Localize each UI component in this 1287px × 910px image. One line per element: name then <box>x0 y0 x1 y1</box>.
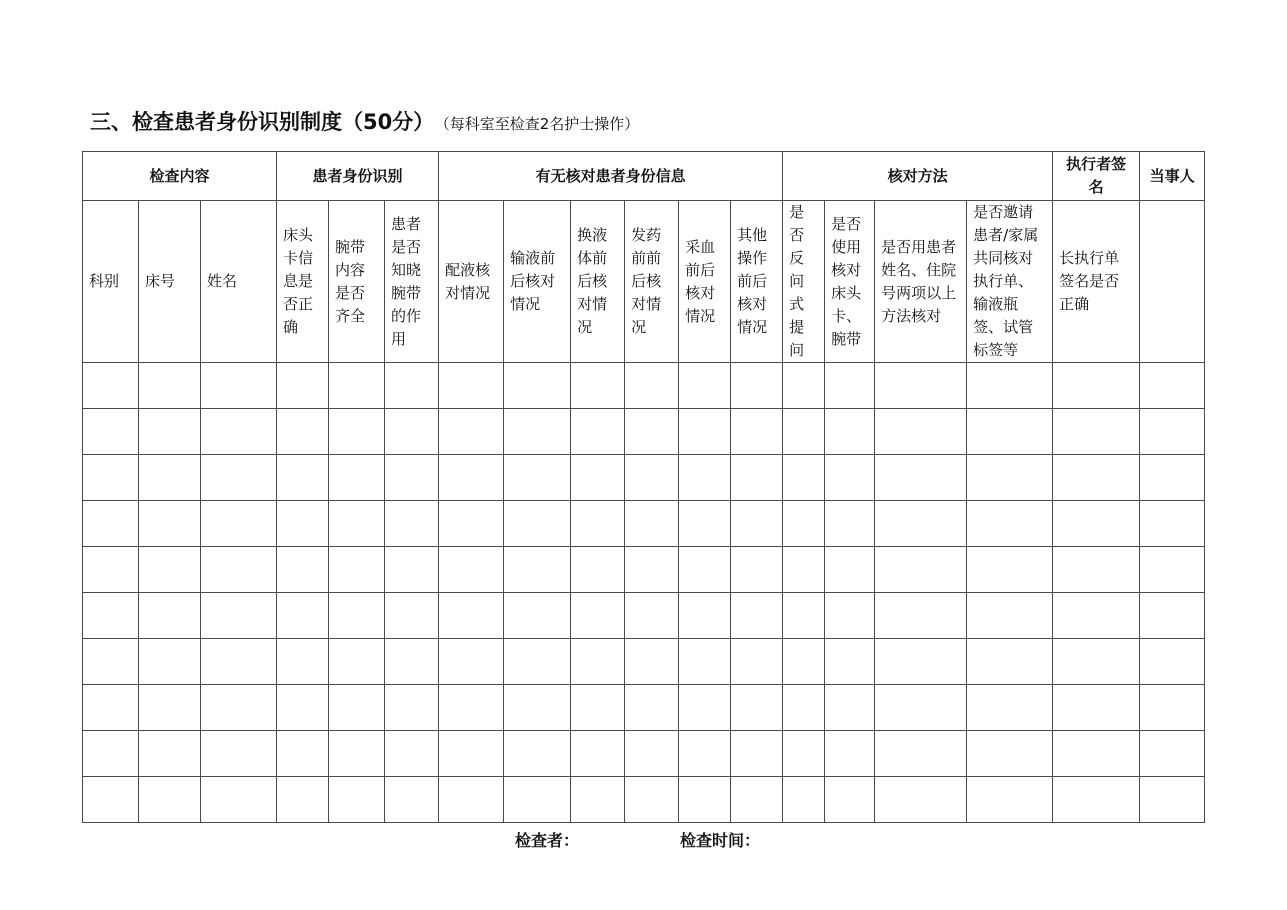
table-cell[interactable] <box>504 409 571 455</box>
table-cell[interactable] <box>329 639 385 685</box>
table-cell[interactable] <box>201 409 277 455</box>
inspection-table <box>82 151 1205 823</box>
table-cell[interactable] <box>625 501 679 547</box>
table-cell[interactable] <box>783 731 825 777</box>
table-row <box>83 777 1205 823</box>
table-cell[interactable] <box>875 501 967 547</box>
table-cell[interactable] <box>731 685 783 731</box>
table-cell[interactable] <box>504 777 571 823</box>
table-cell[interactable] <box>504 685 571 731</box>
table-cell[interactable] <box>731 455 783 501</box>
column-header-row <box>83 201 1205 363</box>
table-cell[interactable] <box>967 409 1053 455</box>
checker-label: 检查者： <box>515 831 580 850</box>
group-identity-verification: 有无核对患者身份信息 <box>439 152 783 201</box>
table-cell[interactable] <box>625 593 679 639</box>
table-cell[interactable] <box>277 455 329 501</box>
table-cell[interactable] <box>625 777 679 823</box>
table-cell[interactable] <box>329 593 385 639</box>
table-cell[interactable] <box>967 455 1053 501</box>
table-cell[interactable] <box>825 455 875 501</box>
table-cell[interactable] <box>277 685 329 731</box>
table-cell[interactable] <box>783 547 825 593</box>
table-cell[interactable] <box>385 409 439 455</box>
table-cell[interactable] <box>439 501 504 547</box>
table-cell[interactable] <box>783 501 825 547</box>
table-cell[interactable] <box>439 455 504 501</box>
table-cell[interactable] <box>625 731 679 777</box>
group-party-concerned: 当事人 <box>1140 152 1205 201</box>
table-cell[interactable] <box>201 731 277 777</box>
col-dispensing-check: 配液核对情况 <box>439 201 504 363</box>
table-cell[interactable] <box>783 409 825 455</box>
table-cell[interactable] <box>625 409 679 455</box>
table-cell[interactable] <box>571 593 625 639</box>
table-cell[interactable] <box>571 777 625 823</box>
table-cell[interactable] <box>679 731 731 777</box>
table-cell[interactable] <box>439 409 504 455</box>
table-cell[interactable] <box>504 547 571 593</box>
table-row <box>83 639 1205 685</box>
table-cell[interactable] <box>83 639 139 685</box>
group-executor-signature: 执行者签名 <box>1053 152 1140 201</box>
col-infusion-check: 输液前后核对情况 <box>504 201 571 363</box>
table-cell[interactable] <box>329 731 385 777</box>
table-cell[interactable] <box>875 777 967 823</box>
table-cell[interactable] <box>783 593 825 639</box>
table-cell[interactable] <box>783 639 825 685</box>
table-cell[interactable] <box>731 409 783 455</box>
table-cell[interactable] <box>201 501 277 547</box>
table-cell[interactable] <box>385 593 439 639</box>
table-cell[interactable] <box>439 731 504 777</box>
table-cell[interactable] <box>1053 547 1140 593</box>
table-cell[interactable] <box>277 731 329 777</box>
table-cell[interactable] <box>504 593 571 639</box>
table-cell[interactable] <box>504 731 571 777</box>
table-cell[interactable] <box>825 777 875 823</box>
title-note: （每科室至检查2名护士操作） <box>442 115 640 133</box>
table-cell[interactable] <box>201 639 277 685</box>
col-use-card-wristband: 是否使用核对床头卡、腕带 <box>825 201 875 363</box>
table-cell[interactable] <box>83 731 139 777</box>
table-cell[interactable] <box>139 685 201 731</box>
table-cell[interactable] <box>201 547 277 593</box>
table-cell[interactable] <box>139 501 201 547</box>
table-cell[interactable] <box>201 593 277 639</box>
table-cell[interactable] <box>504 455 571 501</box>
table-cell[interactable] <box>875 547 967 593</box>
table-cell[interactable] <box>83 501 139 547</box>
table-cell[interactable] <box>731 639 783 685</box>
table-cell[interactable] <box>571 501 625 547</box>
table-cell[interactable] <box>679 593 731 639</box>
table-cell[interactable] <box>1140 409 1205 455</box>
table-cell[interactable] <box>277 363 329 409</box>
table-cell[interactable] <box>783 363 825 409</box>
table-cell[interactable] <box>783 455 825 501</box>
table-cell[interactable] <box>277 777 329 823</box>
table-cell[interactable] <box>875 685 967 731</box>
table-cell[interactable] <box>277 593 329 639</box>
table-cell[interactable] <box>329 547 385 593</box>
table-cell[interactable] <box>329 777 385 823</box>
table-cell[interactable] <box>731 777 783 823</box>
table-cell[interactable] <box>139 409 201 455</box>
table-cell[interactable] <box>139 639 201 685</box>
table-cell[interactable] <box>1140 731 1205 777</box>
title-main: 三、检查患者身份识别制度（50分） <box>90 110 435 134</box>
table-cell[interactable] <box>1140 593 1205 639</box>
table-cell[interactable] <box>277 639 329 685</box>
table-cell[interactable] <box>277 409 329 455</box>
table-cell[interactable] <box>439 639 504 685</box>
table-cell[interactable] <box>875 639 967 685</box>
table-row <box>83 685 1205 731</box>
table-cell[interactable] <box>1053 501 1140 547</box>
table-cell[interactable] <box>277 501 329 547</box>
table-cell[interactable] <box>139 593 201 639</box>
table-cell[interactable] <box>625 363 679 409</box>
table-cell[interactable] <box>967 547 1053 593</box>
table-cell[interactable] <box>731 501 783 547</box>
table-cell[interactable] <box>83 685 139 731</box>
table-cell[interactable] <box>385 685 439 731</box>
table-cell[interactable] <box>201 455 277 501</box>
table-cell[interactable] <box>139 363 201 409</box>
table-cell[interactable] <box>1053 409 1140 455</box>
table-row <box>83 593 1205 639</box>
table-cell[interactable] <box>967 363 1053 409</box>
table-cell[interactable] <box>825 731 875 777</box>
table-cell[interactable] <box>439 685 504 731</box>
document-title <box>90 106 639 136</box>
table-cell[interactable] <box>967 593 1053 639</box>
table-cell[interactable] <box>504 639 571 685</box>
table-cell[interactable] <box>504 501 571 547</box>
table-cell[interactable] <box>825 685 875 731</box>
table-cell[interactable] <box>439 547 504 593</box>
table-cell[interactable] <box>679 363 731 409</box>
table-cell[interactable] <box>679 777 731 823</box>
col-wristband-complete: 腕带内容是否齐全 <box>329 201 385 363</box>
table-cell[interactable] <box>571 639 625 685</box>
table-row <box>83 547 1205 593</box>
table-cell[interactable] <box>139 455 201 501</box>
table-cell[interactable] <box>571 363 625 409</box>
table-cell[interactable] <box>83 547 139 593</box>
table-cell[interactable] <box>1053 593 1140 639</box>
table-cell[interactable] <box>385 639 439 685</box>
col-long-order-signature: 长执行单签名是否正确 <box>1053 201 1140 363</box>
table-cell[interactable] <box>83 363 139 409</box>
table-cell[interactable] <box>1140 639 1205 685</box>
table-cell[interactable] <box>329 409 385 455</box>
table-cell[interactable] <box>329 455 385 501</box>
col-medication-check: 发药前前后核对情况 <box>625 201 679 363</box>
table-cell[interactable] <box>967 685 1053 731</box>
table-cell[interactable] <box>875 593 967 639</box>
table-cell[interactable] <box>783 685 825 731</box>
table-cell[interactable] <box>139 777 201 823</box>
table-cell[interactable] <box>679 639 731 685</box>
table-cell[interactable] <box>825 639 875 685</box>
table-cell[interactable] <box>329 685 385 731</box>
table-cell[interactable] <box>1140 501 1205 547</box>
table-cell[interactable] <box>83 777 139 823</box>
table-cell[interactable] <box>731 363 783 409</box>
table-cell[interactable] <box>1053 639 1140 685</box>
group-verification-method: 核对方法 <box>783 152 1053 201</box>
table-cell[interactable] <box>731 593 783 639</box>
table-cell[interactable] <box>385 777 439 823</box>
table-cell[interactable] <box>385 501 439 547</box>
table-cell[interactable] <box>967 777 1053 823</box>
table-cell[interactable] <box>571 409 625 455</box>
table-cell[interactable] <box>139 547 201 593</box>
col-party-concerned <box>1140 201 1205 363</box>
table-cell[interactable] <box>679 547 731 593</box>
table-cell[interactable] <box>329 363 385 409</box>
table-cell[interactable] <box>385 731 439 777</box>
group-check-content: 检查内容 <box>83 152 277 201</box>
col-bedside-card-correct: 床头卡信息是否正确 <box>277 201 329 363</box>
table-cell[interactable] <box>83 593 139 639</box>
table-cell[interactable] <box>504 363 571 409</box>
table-cell[interactable] <box>385 547 439 593</box>
table-cell[interactable] <box>201 363 277 409</box>
table-cell[interactable] <box>439 363 504 409</box>
table-cell[interactable] <box>679 685 731 731</box>
col-blood-draw-check: 采血前后核对情况 <box>679 201 731 363</box>
table-cell[interactable] <box>1053 363 1140 409</box>
table-cell[interactable] <box>875 455 967 501</box>
table-cell[interactable] <box>967 639 1053 685</box>
table-cell[interactable] <box>571 547 625 593</box>
table-cell[interactable] <box>625 547 679 593</box>
col-invite-family-check: 是否邀请患者/家属共同核对执行单、输液瓶签、试管标签等 <box>967 201 1053 363</box>
table-row <box>83 455 1205 501</box>
table-cell[interactable] <box>385 363 439 409</box>
group-patient-identification: 患者身份识别 <box>277 152 439 201</box>
table-cell[interactable] <box>875 409 967 455</box>
table-cell[interactable] <box>625 685 679 731</box>
table-cell[interactable] <box>625 639 679 685</box>
col-name: 姓名 <box>201 201 277 363</box>
col-change-fluid-check: 换液体前后核对情况 <box>571 201 625 363</box>
col-other-operation-check: 其他操作前后核对情况 <box>731 201 783 363</box>
table-cell[interactable] <box>825 363 875 409</box>
table-cell[interactable] <box>571 685 625 731</box>
check-time-label: 检查时间： <box>680 831 761 850</box>
table-cell[interactable] <box>731 731 783 777</box>
table-cell[interactable] <box>139 731 201 777</box>
table-cell[interactable] <box>439 593 504 639</box>
table-cell[interactable] <box>1053 455 1140 501</box>
table-cell[interactable] <box>1053 685 1140 731</box>
table-row <box>83 363 1205 409</box>
table-cell[interactable] <box>571 731 625 777</box>
table-cell[interactable] <box>1140 685 1205 731</box>
col-department: 科别 <box>83 201 139 363</box>
col-bed-number: 床号 <box>139 201 201 363</box>
table-cell[interactable] <box>439 777 504 823</box>
table-cell[interactable] <box>1140 777 1205 823</box>
table-cell[interactable] <box>83 455 139 501</box>
col-patient-knows-wristband: 患者是否知晓腕带的作用 <box>385 201 439 363</box>
table-row <box>83 409 1205 455</box>
table-cell[interactable] <box>875 731 967 777</box>
table-cell[interactable] <box>825 593 875 639</box>
table-cell[interactable] <box>783 777 825 823</box>
table-cell[interactable] <box>277 547 329 593</box>
table-cell[interactable] <box>1140 363 1205 409</box>
table-cell[interactable] <box>679 455 731 501</box>
col-reverse-question: 是否反问式提问 <box>783 201 825 363</box>
table-row <box>83 731 1205 777</box>
table-cell[interactable] <box>625 455 679 501</box>
table-cell[interactable] <box>825 547 875 593</box>
table-cell[interactable] <box>201 685 277 731</box>
group-header-row <box>83 152 1205 201</box>
table-cell[interactable] <box>679 409 731 455</box>
table-cell[interactable] <box>967 731 1053 777</box>
table-cell[interactable] <box>329 501 385 547</box>
table-cell[interactable] <box>1053 777 1140 823</box>
table-cell[interactable] <box>1053 731 1140 777</box>
col-two-identifiers: 是否用患者姓名、住院号两项以上方法核对 <box>875 201 967 363</box>
table-cell[interactable] <box>201 777 277 823</box>
table-cell[interactable] <box>1140 547 1205 593</box>
table-cell[interactable] <box>679 501 731 547</box>
table-row <box>83 501 1205 547</box>
table-cell[interactable] <box>571 455 625 501</box>
table-cell[interactable] <box>731 547 783 593</box>
table-cell[interactable] <box>825 501 875 547</box>
table-cell[interactable] <box>1140 455 1205 501</box>
table-cell[interactable] <box>825 409 875 455</box>
table-cell[interactable] <box>967 501 1053 547</box>
table-cell[interactable] <box>875 363 967 409</box>
table-cell[interactable] <box>385 455 439 501</box>
table-cell[interactable] <box>83 409 139 455</box>
